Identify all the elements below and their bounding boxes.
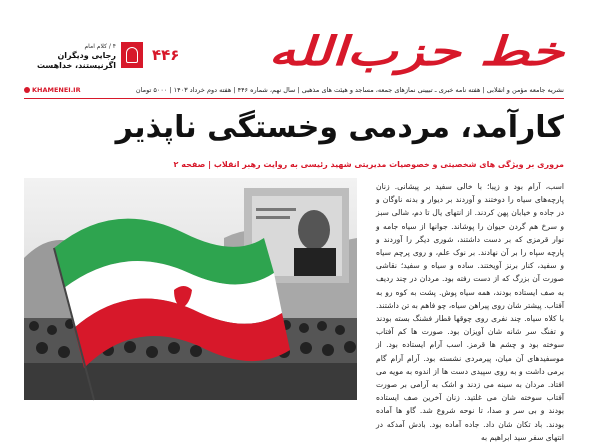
imam-quote — [36, 43, 116, 71]
masthead — [0, 0, 600, 82]
publication-info-bar: نشریه جامعه مؤمن و انقلابی | هفته نامه خبری ـ تبیینی نمازهای جمعه، مساجد و هیئت های مذهبی | سال نهم، شماره ۴۴۶ | هفته دوم خرداد ۱۴۰۳ | ۵۰۰۰ تومان — [135, 86, 564, 94]
newspaper-logo-title: خط حزب‌الله — [268, 28, 564, 75]
article-body: اسب، آرام بود و زیبا؛ با خالی سفید بر پیشانی. زنان پارچه‌های سیاه را دوختند و آوردند بر دیوار و بدنه ناوگان و در جاده و خیابان پهن کردند. از انتهای یال تا دم، شالی سبز و سرخ هم گردن حیوان را پوشاند. جوانها از سیاه جامه و نوار قرمزی که بر دست داشتند، شوری دیگر را آوردند و پارچه سپاه را بر آن نهادند. بر نوک علم، و روی پرچم سیاه و سفید، کنار برنز آویختند. ساده و سیاه و سفید؛ نقاشی صورت آن بزرگ که از دست رفته بود. مردان در چند ردیف به صف ایستاده بودند، همه سیاه پوش. پشت به کوه رو به آفتاب. پیشتر شان روی پیراهن سیاه، چو فاهم به تن داشتند. با کلاه سیاه. چند نفری روی چوقها قطار فشنگ بسته بودند و تفنگ سر شانه شان آویزان بود. صورت ها کم آفتاب سوخته بود و چشم ها قرمز. اسب آرام ایستاده بود. از موسفیدهای آن میان، پیرمردی نشسته بود. آرام آرام گام برمی داشت و به روی سپیدی دست ها از اندوه به مویه می افتاد. مردان به سینه می زدند و اشک به آرامی بر صورت آفتاب سوخته شان می غلتید. زنان آخرین صف ایستاده بودند و بی سر و صدا، تا نوحه شروع شد. گاو ها آماده بودند. باد تکان شان داد. جاده آماده بود. بادش آمدکه در انتهای سفر سید ابراهیم به — [376, 182, 564, 442]
quote-line-1: رجایی ودیگران — [57, 51, 116, 60]
quote-source: ۴ / کلام امام — [84, 43, 116, 50]
lead-photo-graphic — [24, 178, 357, 400]
web-icon — [24, 87, 30, 93]
website-handle — [24, 86, 81, 94]
lead-photo — [24, 178, 357, 400]
emblem-icon — [121, 42, 143, 68]
issue-number: ۴۴۶ — [152, 46, 180, 64]
page-reference: | صفحه ۲ — [173, 160, 212, 169]
subheadline-text: مروری بر ویژگی های شخصیتی و خصوصیات مدیریتی شهید رئیسی به روایت رهبر انقلاب — [213, 160, 564, 169]
subheadline — [24, 159, 564, 171]
website-handle-text: KHAMENEI.IR — [32, 86, 81, 94]
main-headline: کارآمد، مردمی وخستگی ناپذیر — [115, 110, 564, 145]
quote-line-2: اگرنیستند، خداهست — [36, 61, 116, 70]
masthead-divider — [24, 98, 564, 99]
